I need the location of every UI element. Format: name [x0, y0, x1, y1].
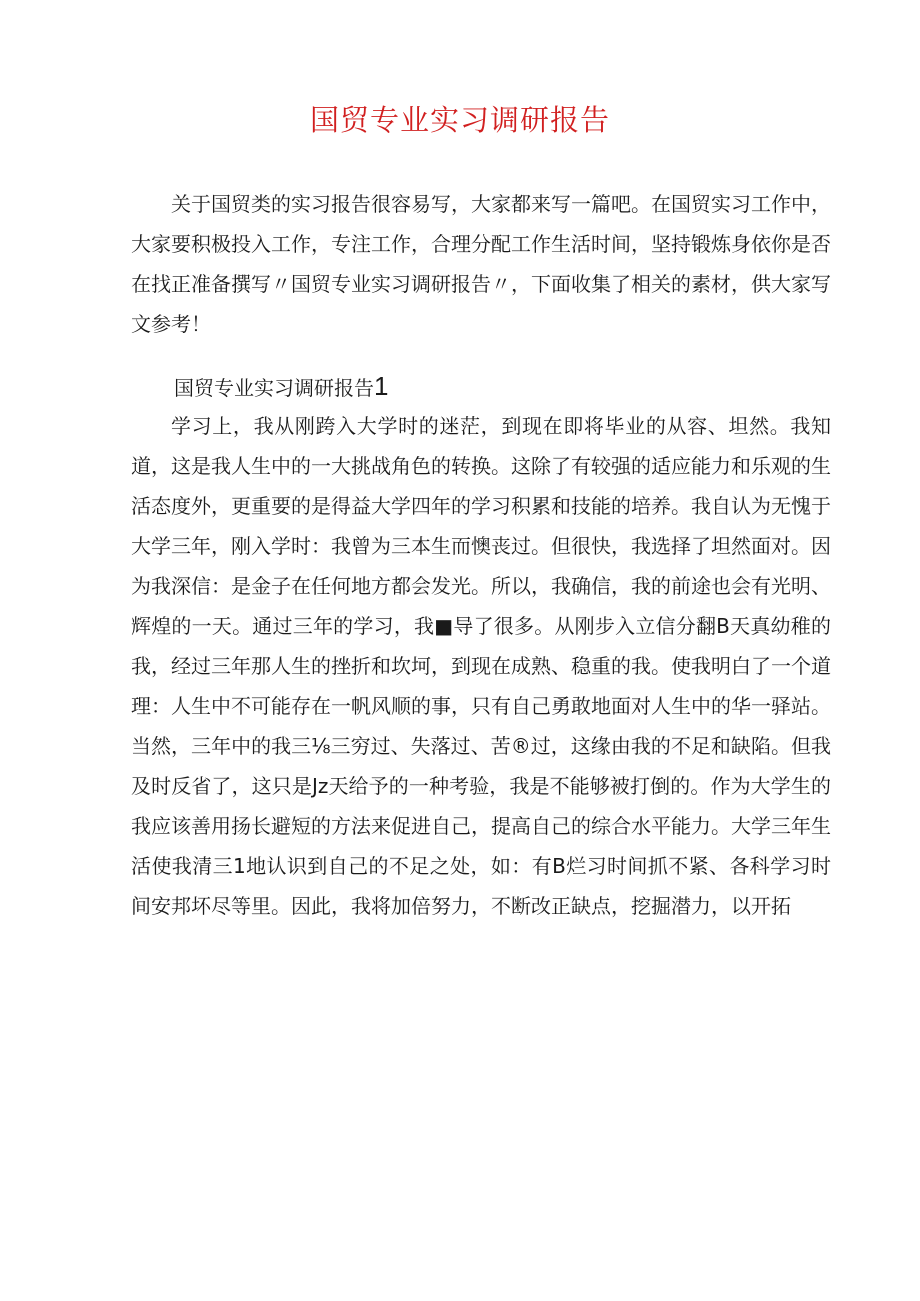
body-section: [131, 406, 831, 926]
body-paragraph: 学习上，我从刚跨入大学时的迷茫，到现在即将毕业的从容、坦然。我知道，这是我人生中的一大挑战角色的转换。这除了有较强的适应能力和乐观的生活态度外，更重要的是得益大学四年的学习积累和技能的培养。我自认为无愧于大学三年，刚入学时：我曾为三本生而懊丧过。但很快，我选择了坦然面对。因为我深信：是金子在任何地方都会发光。所以，我确信，我的前途也会有光明、辉煌的一天。通过三年的学习，我■导了很多。从刚步入立信分翻B天真幼稚的我，经过三年那人生的挫折和坎坷，到现在成熟、稳重的我。使我明白了一个道理：人生中不可能存在一帆风顺的事，只有自己勇敢地面对人生中的华一驿站。当然，三年中的我三⅛三穷过、失落过、苦®过，这缘由我的不足和缺陷。但我及时反省了，这只是Jz天给予的一种考验，我是不能够被打倒的。作为大学生的我应该善用扬长避短的方法来促进自己，提高自己的综合水平能力。大学三年生活使我清三1地认识到自己的不足之处，如：有B烂习时间抓不紧、各科学习时间安邦坏尽等里。因此，我将加倍努力，不断改正缺点，挖掘潜力，以开拓: [131, 414, 831, 918]
intro-section: [131, 184, 831, 344]
section-heading-number: 1: [374, 371, 389, 401]
section-heading: [174, 366, 388, 408]
section-heading-text: 国贸专业实习调研报告: [174, 376, 374, 400]
document-title: 国贸专业实习调研报告: [309, 103, 610, 137]
intro-paragraph: 关于国贸类的实习报告很容易写，大家都来写一篇吧。在国贸实习工作中，大家要积极投入工作，专注工作，合理分配工作生活时间，坚持锻炼身依你是否在找正准备撰写〃国贸专业实习调研报告〃，下面收集了相关的素材，供大家写文参考！: [131, 192, 831, 336]
